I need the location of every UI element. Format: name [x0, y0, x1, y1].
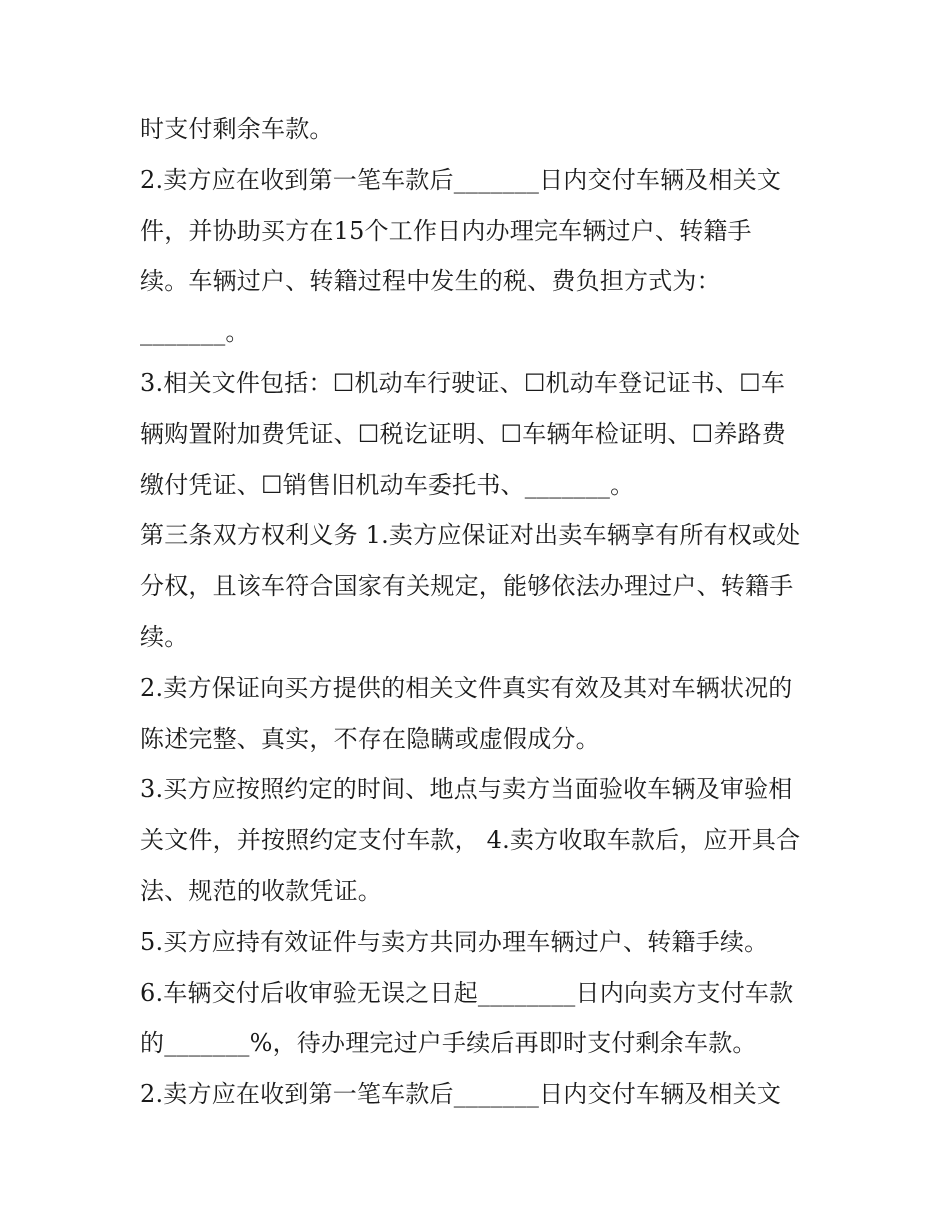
text-line: 续。车辆过户、转籍过程中发生的税、费负担方式为： [140, 267, 721, 296]
text-line: 2.卖方应在收到第一笔车款后_______日内交付车辆及相关文 [140, 1080, 782, 1109]
text-line: 第三条双方权利义务 1.卖方应保证对出卖车辆享有所有权或处 [140, 521, 801, 550]
text-line: _______。 [140, 318, 250, 347]
text-line: 陈述完整、真实，不存在隐瞒或虚假成分。 [140, 724, 600, 753]
text-line: 时支付剩余车款。 [140, 115, 334, 143]
text-line: 关文件，并按照约定支付车款， 4.卖方收取车款后，应开具合 [140, 826, 801, 855]
text-line: 法、规范的收款凭证。 [140, 876, 382, 905]
text-line: 缴付凭证、☐销售旧机动车委托书、_______。 [140, 470, 635, 499]
text-line: 2.卖方保证向买方提供的相关文件真实有效及其对车辆状况的 [140, 673, 793, 702]
text-line: 6.车辆交付后收审验无误之日起________日内向卖方支付车款 [140, 978, 794, 1007]
text-line: 分权，且该车符合国家有关规定，能够依法办理过户、转籍手 [140, 572, 794, 601]
text-line: 2.卖方应在收到第一笔车款后_______日内交付车辆及相关文 [140, 165, 782, 194]
document-body [140, 104, 820, 1120]
text-line: 件，并协助买方在15个工作日内办理完车辆过户、转籍手 [140, 216, 752, 245]
text-line: 3.买方应按照约定的时间、地点与卖方当面验收车辆及审验相 [140, 775, 793, 804]
text-line: 3.相关文件包括：☐机动车行驶证、☐机动车登记证书、☐车 [140, 368, 786, 397]
text-line: 5.买方应持有效证件与卖方共同办理车辆过户、转籍手续。 [140, 927, 769, 956]
text-line: 续。 [140, 622, 189, 651]
text-line: 的_______%，待办理完过户手续后再即时支付剩余车款。 [140, 1029, 757, 1058]
text-line: 辆购置附加费凭证、☐税讫证明、☐车辆年检证明、☐养路费 [140, 419, 786, 448]
